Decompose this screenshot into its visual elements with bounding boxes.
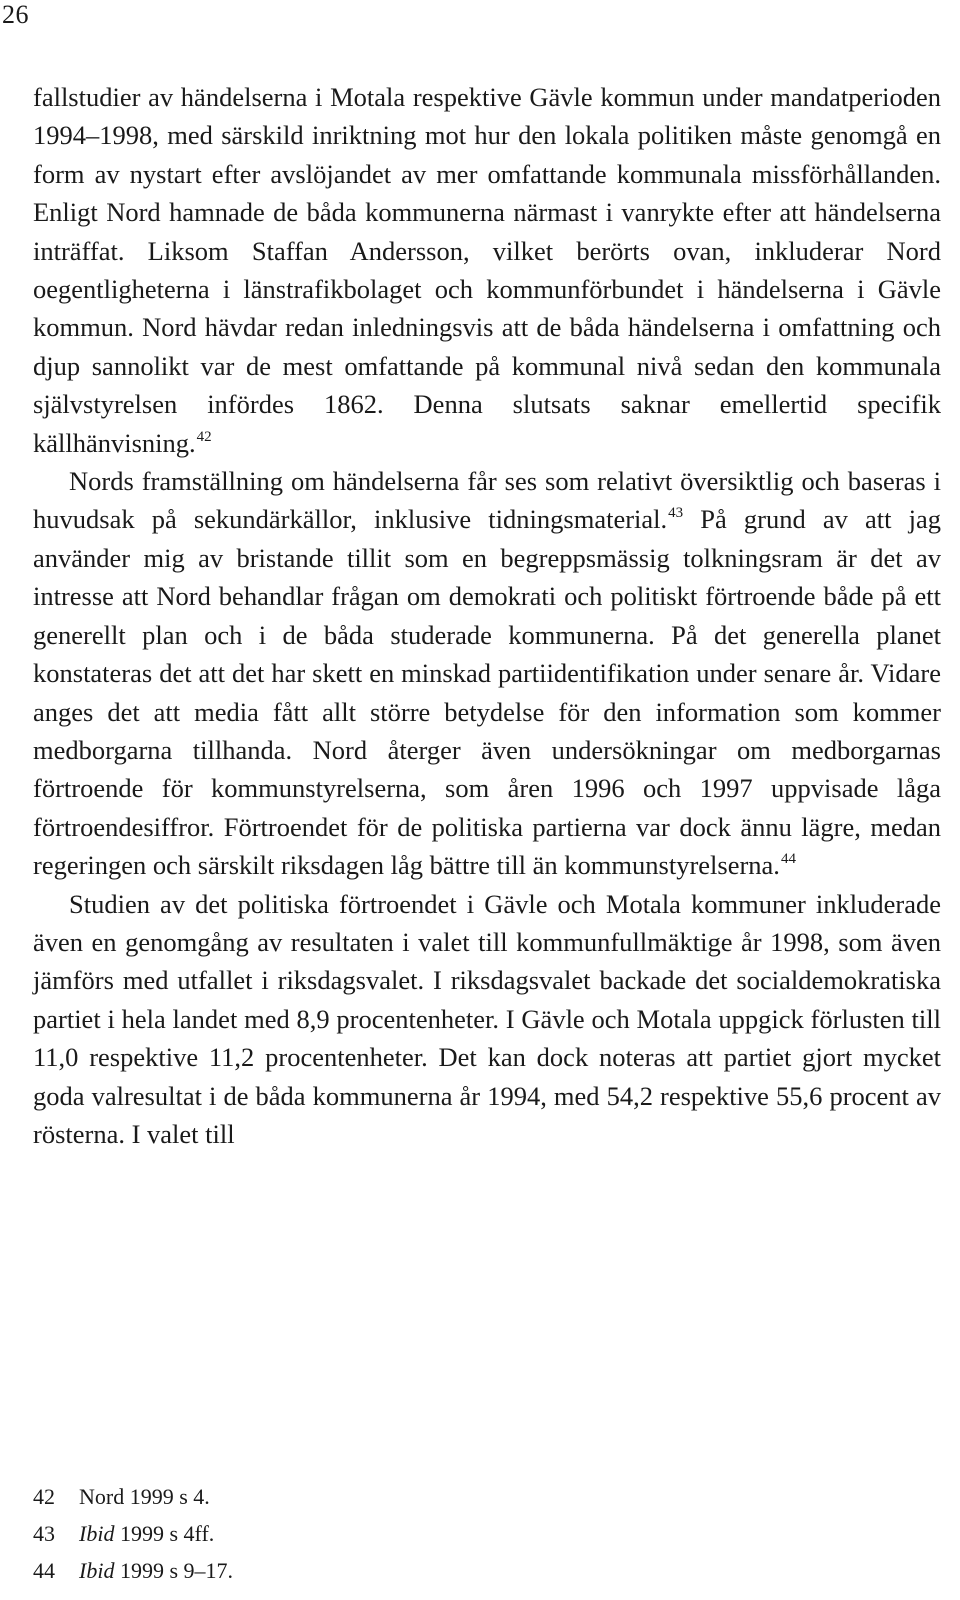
paragraph-1-text: fallstudier av händelserna i Motala respektive Gävle kommun under mandatperioden 1994–1998, med särskild inriktning mot hur den lokala politiken måste genomgå en form av nystart efter avslöjandet av mer omfattande kommunala missförhållanden. Enligt Nord hamnade de båda kommunerna närmast i vanrykte efter att händelserna inträffat. Liksom Staffan Andersson, vilket berörts ovan, inkluderar Nord oegentligheterna i länstrafikbolaget och kommunförbundet i händelserna i Gävle kommun. Nord hävdar redan inledningsvis att de båda händelserna i omfattning och djup sannolikt var de mest omfattande på kommunal nivå sedan den kommunala självstyrelsen infördes 1862. Denna slutsats saknar emellertid specifik källhänvisning.	[33, 82, 941, 458]
footnote-text	[79, 1552, 233, 1589]
footnote-43	[33, 1515, 933, 1552]
footnote-number: 43	[33, 1521, 55, 1546]
main-text	[33, 78, 941, 1153]
footnote-italic: Ibid	[79, 1558, 115, 1583]
footnote-text	[79, 1478, 210, 1515]
footnote-44	[33, 1552, 933, 1589]
footnote-text	[79, 1515, 214, 1552]
footnote-ref-43: 43	[668, 505, 684, 522]
paragraph-2	[33, 462, 941, 884]
footnote-ref-44: 44	[780, 851, 796, 868]
paragraph-2-text-a: Nords framställning om händelserna får ses som relativt översiktlig och baseras i huvudsak på sekundärkällor, inklusive tidningsmaterial.	[33, 466, 941, 535]
paragraph-1	[33, 78, 941, 462]
footnote-body: 1999 s 4ff.	[114, 1521, 215, 1546]
page-number: 26	[2, 0, 29, 29]
paragraph-2-text-b: På grund av att jag använder mig av bristande tillit som en begreppsmässig tolkningsram är det av intresse att Nord behandlar frågan om demokrati och politiskt förtroende både på ett generellt plan och i de båda studerade kommunerna. På det generella planet konstateras det att det har skett en minskad partiidentifikation under senare år. Vidare anges det att media fått allt större betydelse för den information som kommer medborgarna tillhanda. Nord återger även undersökningar om medborgarnas förtroende för kommunstyrelserna, som åren 1996 och 1997 uppvisade låga förtroendesiffror. Förtroendet för de politiska partierna var dock ännu lägre, medan regeringen och särskilt riksdagen låg bättre till än kommunstyrelserna.	[33, 504, 942, 881]
footnote-number: 42	[33, 1484, 55, 1509]
paragraph-3	[33, 885, 941, 1154]
footnote-ref-42: 42	[196, 428, 212, 445]
footnote-body: Nord 1999 s 4.	[79, 1484, 210, 1509]
paragraph-3-text: Studien av det politiska förtroendet i Gävle och Motala kommuner inkluderade även en genomgång av resultaten i valet till kommunfullmäktige år 1998, som även jämförs med utfallet i riksdagsvalet. I riksdagsvalet backade det socialdemokratiska partiet i hela landet med 8,9 procentenheter. I Gävle och Motala uppgick förlusten till 11,0 respektive 11,2 procentenheter. Det kan dock noteras att partiet gjort mycket goda valresultat i de båda kommunerna år 1994, med 54,2 respektive 55,6 procent av rösterna. I valet till	[33, 888, 941, 1149]
footnote-number: 44	[33, 1558, 55, 1583]
footnote-42	[33, 1478, 933, 1515]
footnote-body: 1999 s 9–17.	[114, 1558, 234, 1583]
footnote-italic: Ibid	[79, 1521, 115, 1546]
footnotes	[33, 1478, 933, 1589]
